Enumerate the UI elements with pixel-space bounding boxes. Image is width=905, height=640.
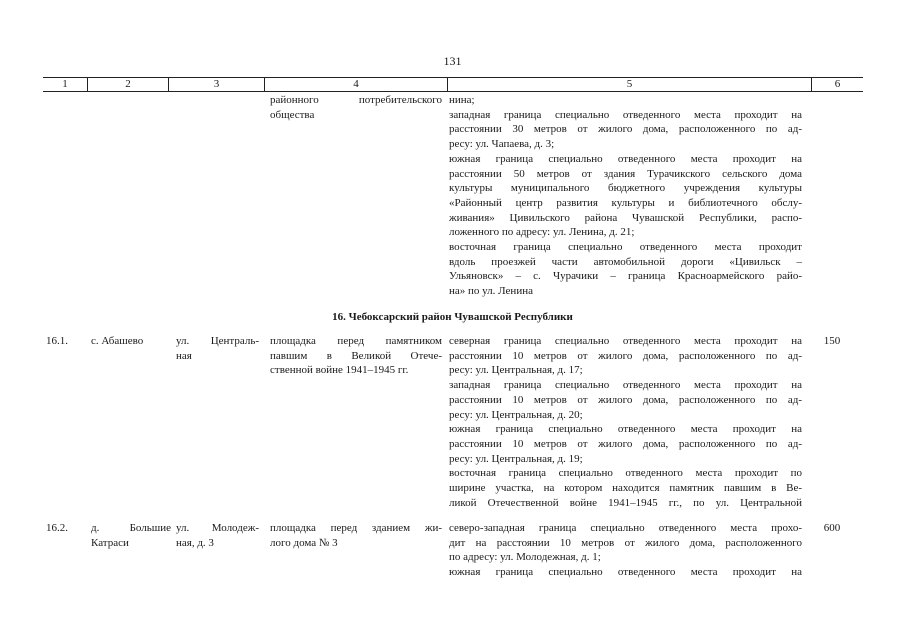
village-cell (91, 521, 171, 550)
village-cell (91, 334, 171, 349)
street-cell (176, 334, 259, 363)
border-line: западная граница специально отведенного места проходит на (449, 379, 802, 392)
border-line: дит на расстоянии 10 метров от жилого дома, расположенного (449, 536, 802, 549)
cont-border-line: восточная граница специально отведенного места проходит (449, 241, 802, 254)
row-number: 16.1. (46, 335, 68, 347)
table-header (43, 77, 863, 92)
header-col-3: 3 (213, 78, 220, 90)
street-cell (176, 521, 259, 550)
place-cell (270, 521, 442, 550)
border-line: южная граница специально отведенного места проходит на (449, 423, 802, 436)
border-line: южная граница специально отведенного места проходит на (449, 566, 802, 579)
village-line: д. Большие (91, 522, 171, 534)
place-line: ственной войне 1941–1945 гг. (270, 364, 409, 377)
border-line: северо-западная граница специально отведенного места прохо- (449, 522, 802, 534)
cont-borders-cell (449, 93, 802, 299)
cont-border-line: культуры муниципального бюджетного учреждения культуры (449, 182, 802, 195)
header-col-1: 1 (62, 78, 68, 90)
place-line: лого дома № 3 (270, 536, 338, 549)
borders-cell (449, 521, 802, 580)
border-line: северная граница специально отведенного места проходит на (449, 335, 802, 347)
place-cell (270, 334, 442, 378)
border-line: по адресу: ул. Молодежная, д. 1; (449, 551, 601, 564)
village-line: с. Абашево (91, 335, 144, 347)
cont-border-line: расстоянии 50 метров от здания Турачикского сельского дома (449, 167, 802, 180)
border-line: восточная граница специально отведенного места проходит по (449, 467, 802, 480)
place-line: павшим в Великой Отече- (270, 349, 442, 362)
cont-border-line: вдоль проезжей части автомобильной дороги «Цивильск – (449, 255, 802, 268)
area-value: 150 (823, 335, 841, 347)
header-col-4: 4 (353, 78, 359, 90)
cont-border-line: «Районный центр развития культуры и библиотечного обслу- (449, 196, 802, 209)
cont-place-line: общества (270, 108, 315, 121)
cont-border-line: нина; (449, 94, 475, 106)
borders-cell (449, 334, 802, 510)
header-col-6: 6 (834, 78, 841, 90)
cont-place-line: районного потребительского (270, 94, 442, 106)
cont-border-line: живания» Цивильского района Чувашской Республики, распо- (449, 211, 802, 224)
header-col-5: 5 (626, 78, 633, 90)
cont-place-cell (270, 93, 442, 122)
page-number: 131 (443, 54, 462, 68)
cont-border-line: на» по ул. Ленина (449, 285, 533, 298)
street-line: ул. Централь- (176, 335, 259, 347)
cont-border-line: ресу: ул. Чапаева, д. 3; (449, 138, 555, 151)
border-line: ресу: ул. Центральная, д. 17; (449, 364, 583, 377)
section-title: 16. Чебоксарский район Чувашской Республики (332, 311, 573, 323)
cont-border-line: расстоянии 30 метров от жилого дома, расположенного по ад- (449, 123, 802, 136)
header-col-2: 2 (125, 78, 131, 90)
border-line: ширине участка, на котором находится памятник павшим в Ве- (449, 482, 802, 495)
border-line: ресу: ул. Центральная, д. 19; (449, 452, 583, 465)
place-line: площадка перед зданием жи- (270, 522, 442, 534)
cont-border-line: Ульяновск» – с. Чурачики – граница Красноармейского райо- (449, 270, 802, 283)
row-number: 16.2. (46, 522, 68, 534)
border-line: ресу: ул. Центральная, д. 20; (449, 408, 583, 421)
border-line: расстоянии 10 метров от жилого дома, расположенного по ад- (449, 393, 802, 406)
border-line: расстоянии 10 метров от жилого дома, расположенного по ад- (449, 437, 802, 450)
street-line: ная, д. 3 (176, 536, 214, 549)
area-value: 600 (823, 522, 841, 534)
cont-border-line: южная граница специально отведенного места проходит на (449, 152, 802, 165)
village-line: Катраси (91, 536, 129, 549)
cont-border-line: ложенного по адресу: ул. Ленина, д. 21; (449, 226, 635, 239)
border-line: расстоянии 10 метров от жилого дома, расположенного по ад- (449, 349, 802, 362)
street-line: ул. Молодеж- (176, 522, 259, 534)
place-line: площадка перед памятником (270, 335, 442, 347)
street-line: ная (176, 349, 192, 362)
border-line: ликой Отечественной войне 1941–1945 гг., по ул. Центральной (449, 496, 802, 509)
cont-border-line: западная граница специально отведенного места проходит на (449, 108, 802, 121)
